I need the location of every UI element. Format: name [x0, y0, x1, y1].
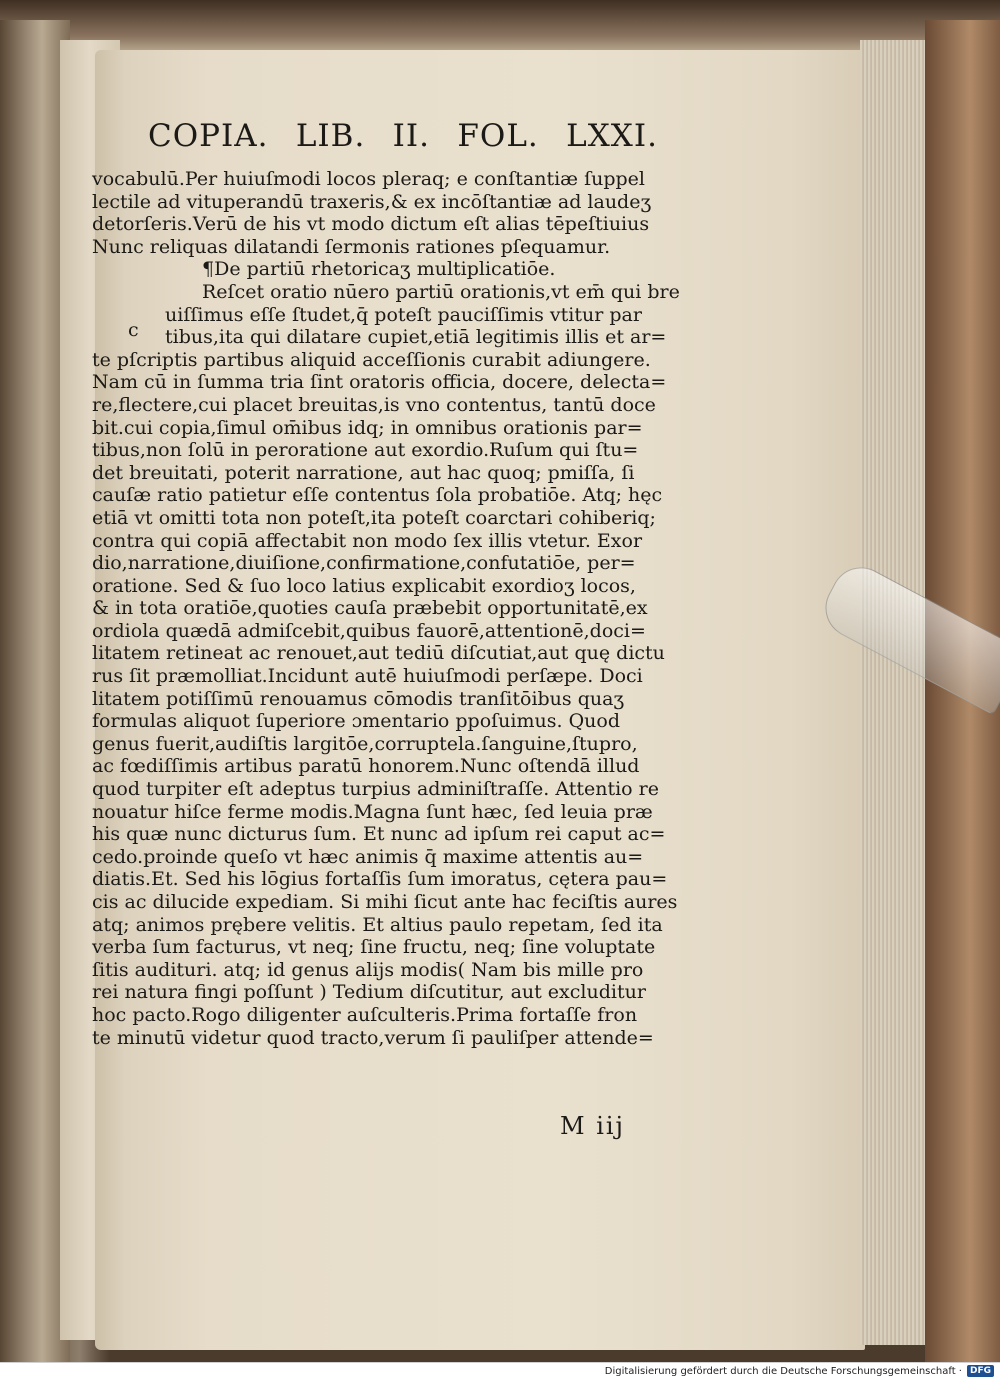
text-line: Nam cū in ſumma tria ſint oratoris officia, docere, delecta=	[92, 371, 667, 394]
text-line: re,flectere,cui placet breuitas,is vno contentus, tantū doce	[92, 393, 656, 416]
header-folio: FOL.	[457, 118, 539, 154]
text-line: formulas aliquot ſuperiore ɔmentario ppoſuimus. Quod	[92, 710, 620, 733]
text-line: genus fuerit,audiſtis largitōe,corruptela.ſanguine,ſtupro,	[92, 732, 638, 755]
page-fore-edge	[860, 40, 930, 1345]
text-line: Reſcet oratio nūero partiū orationis,vt em̄ qui bre	[202, 280, 680, 303]
text-line: rei natura fingi poſſunt ) Tedium diſcutitur, aut excluditur	[92, 981, 646, 1004]
text-line: uiſſimus eſſe ſtudet,q̄ poteſt pauciſſimis vtitur par	[165, 303, 642, 326]
text-line: Nunc reliquas dilatandi ſermonis rationes pſequamur.	[92, 235, 611, 258]
book-top-edge	[0, 0, 1000, 52]
text-line: ordiola quædā admiſcebit,quibus fauorē,attentionē,doci=	[92, 619, 646, 642]
text-line: quod turpiter eſt adeptus turpius adminiſtraſſe. Attentio re	[92, 778, 659, 801]
footer-credit: Digitalisierung gefördert durch die Deutsche Forschungsgemeinschaft ·	[604, 1365, 962, 1377]
text-line: vocabulū.Per huiuſmodi locos pleraq; e conſtantiæ ſuppel	[92, 168, 645, 190]
header-book-number: II.	[392, 118, 431, 154]
margin-mark: c	[128, 319, 139, 341]
text-line: det breuitati, poterit narratione, aut hac quoq; pmiſſa, ſi	[92, 461, 635, 484]
text-line: contra qui copiā affectabit non modo ſex illis vtetur. Exor	[92, 529, 643, 552]
text-line: tibus,ita qui dilatare cupiet,etiā legitimis illis et ar=	[165, 326, 667, 349]
text-line: te pſcriptis partibus aliquid acceſſionis curabit adiungere.	[92, 348, 651, 371]
text-line: litatem retineat ac renouet,aut tediū diſcutiat,aut quę dictu	[92, 642, 665, 665]
text-line: nouatur hiſce ferme modis.Magna ſunt hæc, ſed leuia præ	[92, 800, 653, 823]
body-text	[92, 168, 687, 1049]
text-line: detorſeris.Verū de his vt modo dictum eſt alias tēpeſtiuius	[92, 213, 650, 236]
text-line: tibus,non ſolū in peroratione aut exordio.Ruſum qui ſtu=	[92, 439, 639, 462]
text-line: bit.cui copia,ſimul om̄ibus idq; in omnibus orationis par=	[92, 416, 643, 439]
footer-credit-bar	[0, 1362, 1000, 1379]
text-line: dio,narratione,diuiſione,confirmatione,confutatiōe, per=	[92, 552, 636, 575]
text-line: ſitis audituri. atq; id genus alijs modis( Nam bis mille pro	[92, 958, 644, 981]
text-line: lectile ad vituperandū traxeris,& ex incōſtantiæ ad laudeʒ	[92, 190, 652, 213]
text-line: etiā vt omitti tota non poteſt,ita poteſt coarctari cohiberiq;	[92, 506, 656, 529]
section-heading: ¶De partiū rhetoricaʒ multiplicatiōe.	[202, 258, 556, 281]
text-line: te minutū videtur quod tracto,verum ſi pauliſper attende=	[92, 1026, 654, 1049]
text-line: rus ſit præmolliat.Incidunt autē huiuſmodi perſæpe. Doci	[92, 665, 643, 688]
running-header	[148, 118, 658, 162]
text-line: oratione. Sed & ſuo loco latius explicabit exordioʒ locos,	[92, 574, 636, 597]
text-line: ac fœdiſſimis artibus paratū honorem.Nunc oſtendā illud	[92, 755, 640, 778]
header-folio-number: LXXI.	[566, 118, 658, 154]
text-line: hoc pacto.Rogo diligenter auſculteris.Prima fortaſſe fron	[92, 1003, 638, 1026]
signature-mark: M iij	[560, 1112, 625, 1140]
text-line: litatem potiſſimū renouamus cōmodis tranſitōibus quaʒ	[92, 687, 625, 710]
text-line: his quæ nunc dicturus ſum. Et nunc ad ipſum rei caput ac=	[92, 823, 666, 846]
text-line: verba ſum facturus, vt neq; ſine fructu, neq; ſine voluptate	[92, 936, 656, 959]
text-line: diatis.Et. Sed his lōgius fortaſſis ſum imoratus, cętera pau=	[92, 868, 668, 891]
header-title: COPIA.	[148, 118, 269, 154]
text-line: atq; animos prębere velitis. Et altius paulo repetam, ſed ita	[92, 913, 663, 936]
header-book: LIB.	[295, 118, 366, 154]
dfg-logo: DFG	[967, 1365, 994, 1377]
text-line: cis ac dilucide expediam. Si mihi ſicut ante hac feciſtis aures	[92, 891, 678, 913]
text-line: & in tota oratiōe,quoties cauſa præbebit opportunitatē,ex	[92, 597, 648, 620]
text-line: cedo.proinde queſo vt hæc animis q̄ maxime attentis au=	[92, 845, 644, 868]
text-line: cauſæ ratio patietur eſſe contentus ſola probatiōe. Atq; hęc	[92, 484, 663, 507]
